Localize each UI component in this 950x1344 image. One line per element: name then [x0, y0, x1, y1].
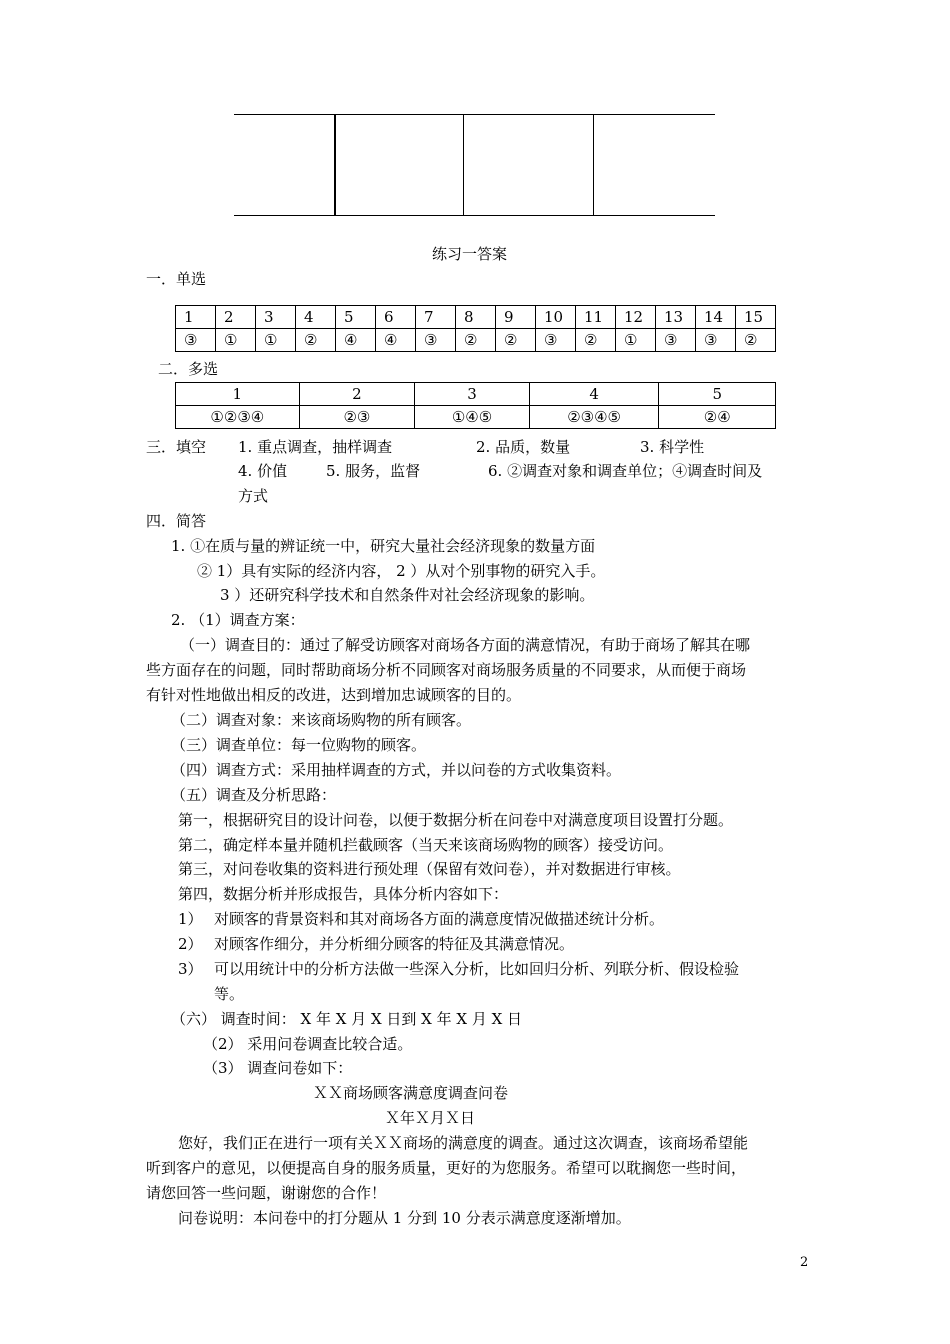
table-cell: ②: [456, 329, 496, 352]
survey-title: ＸＸ商场顾客满意度调查问卷: [313, 1084, 509, 1102]
table-cell: 9: [496, 306, 536, 329]
list-item: 等。: [214, 985, 245, 1003]
answer-line: 3 ）还研究科学技术和自然条件对社会经济现象的影响。: [220, 586, 595, 604]
paragraph-line: （二）调查对象：来该商场购物的所有顾客。: [171, 711, 472, 729]
answer-line: 2. （1）调查方案：: [171, 611, 305, 629]
fill-answer: 2. 品质，数量: [476, 438, 571, 456]
paragraph-line: 第二，确定样本量并随机拦截顾客（当天来该商场购物的顾客）接受访问。: [178, 836, 674, 854]
top-table-divider: [463, 114, 464, 216]
fill-answer: 方式: [238, 487, 269, 505]
paragraph-line: 有针对性地做出相反的改进，达到增加忠诚顾客的目的。: [146, 686, 522, 704]
fill-answer: 5. 服务，监督: [326, 462, 421, 480]
table-cell: ①: [616, 329, 656, 352]
multiple-choice-answer-row: [176, 406, 776, 429]
table-cell: ①: [256, 329, 296, 352]
list-item: 可以用统计中的分析方法做一些深入分析，比如回归分析、列联分析、假设检验: [214, 960, 740, 978]
table-cell: 13: [656, 306, 696, 329]
single-choice-answer-row: [176, 329, 776, 352]
table-cell: 6: [376, 306, 416, 329]
list-item: 对顾客作细分，并分析细分顾客的特征及其满意情况。: [214, 935, 575, 953]
table-cell: 15: [736, 306, 776, 329]
table-cell: 3: [256, 306, 296, 329]
table-cell: ①④⑤: [415, 406, 530, 429]
table-cell: 12: [616, 306, 656, 329]
table-cell: ③: [696, 329, 736, 352]
fill-answer: 1. 重点调查，抽样调查: [238, 438, 393, 456]
multiple-choice-number-row: [176, 383, 776, 406]
paragraph-line: 些方面存在的问题，同时帮助商场分析不同顾客对商场服务质量的不同要求，从而便于商场: [146, 661, 747, 679]
top-table-top-border: [234, 114, 715, 115]
table-cell: 4: [296, 306, 336, 329]
answer-line: ② 1）具有实际的经济内容， 2 ）从对个别事物的研究入手。: [197, 562, 606, 580]
paragraph-line: （三）调查单位：每一位购物的顾客。: [171, 736, 427, 754]
paragraph-line: （2） 采用问卷调查比较合适。: [203, 1035, 413, 1053]
section1-heading: 一．单选: [146, 270, 207, 288]
table-cell: 8: [456, 306, 496, 329]
table-cell: 2: [299, 383, 415, 406]
fill-answer: 3. 科学性: [640, 438, 705, 456]
top-table-divider: [334, 114, 336, 216]
table-cell: ③: [536, 329, 576, 352]
table-cell: ②: [296, 329, 336, 352]
paragraph-line: （3） 调查问卷如下：: [203, 1059, 353, 1077]
table-cell: ②④: [659, 406, 776, 429]
table-cell: 10: [536, 306, 576, 329]
table-cell: ②: [496, 329, 536, 352]
table-cell: ②③: [299, 406, 415, 429]
paragraph-line: 第四，数据分析并形成报告，具体分析内容如下：: [178, 885, 509, 903]
table-cell: ②③④⑤: [529, 406, 659, 429]
paragraph-line: （六） 调查时间： X 年 X 月 X 日到 X 年 X 月 X 日: [171, 1010, 523, 1028]
table-cell: ②: [736, 329, 776, 352]
list-item: 对顾客的背景资料和其对商场各方面的满意度情况做描述统计分析。: [214, 910, 665, 928]
top-table-bottom-border: [234, 215, 715, 216]
table-cell: 11: [576, 306, 616, 329]
paragraph-line: 听到客户的意见，以便提高自身的服务质量，更好的为您服务。希望可以耽搁您一些时间，: [146, 1159, 747, 1177]
answer-line: 1. ①在质与量的辨证统一中，研究大量社会经济现象的数量方面: [171, 537, 596, 555]
list-number: 2）: [178, 935, 203, 953]
survey-date: Ｘ年Ｘ月Ｘ日: [385, 1109, 476, 1127]
section3-heading: 三．填空: [146, 438, 207, 456]
table-cell: ③: [656, 329, 696, 352]
paragraph-line: 第三，对问卷收集的资料进行预处理（保留有效问卷），并对数据进行审核。: [178, 860, 681, 878]
table-cell: 14: [696, 306, 736, 329]
table-cell: 3: [415, 383, 530, 406]
single-choice-number-row: [176, 306, 776, 329]
table-cell: 1: [176, 383, 300, 406]
table-cell: 5: [336, 306, 376, 329]
page-number: 2: [800, 1255, 809, 1270]
fill-answer: 4. 价值: [238, 462, 288, 480]
fill-answer: 6. ②调查对象和调查单位；④调查时间及: [488, 462, 763, 480]
exercise-title: 练习一答案: [432, 245, 508, 263]
table-cell: 7: [416, 306, 456, 329]
table-cell: 4: [529, 383, 659, 406]
table-cell: ③: [416, 329, 456, 352]
paragraph-line: （四）调查方式：采用抽样调查的方式，并以问卷的方式收集资料。: [171, 761, 622, 779]
table-cell: 5: [659, 383, 776, 406]
paragraph-line: 第一，根据研究目的设计问卷，以便于数据分析在问卷中对满意度项目设置打分题。: [178, 811, 734, 829]
table-cell: ④: [376, 329, 416, 352]
single-choice-table: [175, 305, 776, 352]
paragraph-line: （一）调查目的：通过了解受访顾客对商场各方面的满意情况，有助于商场了解其在哪: [180, 636, 751, 654]
paragraph-line: 您好，我们正在进行一项有关ＸＸ商场的满意度的调查。通过这次调查，该商场希望能: [178, 1134, 749, 1152]
table-cell: 1: [176, 306, 216, 329]
multiple-choice-table: [175, 382, 776, 429]
top-table-divider: [593, 114, 594, 216]
table-cell: ①②③④: [176, 406, 300, 429]
paragraph-line: 请您回答一些问题，谢谢您的合作！: [146, 1184, 387, 1202]
table-cell: ④: [336, 329, 376, 352]
section2-heading: 二．多选: [158, 360, 219, 378]
table-cell: ③: [176, 329, 216, 352]
section4-heading: 四．简答: [146, 512, 207, 530]
list-number: 1）: [178, 910, 203, 928]
table-cell: ②: [576, 329, 616, 352]
table-cell: ①: [216, 329, 256, 352]
table-cell: 2: [216, 306, 256, 329]
paragraph-line: （五）调查及分析思路：: [171, 786, 337, 804]
paragraph-line: 问卷说明：本问卷中的打分题从 1 分到 10 分表示满意度逐渐增加。: [178, 1209, 631, 1227]
list-number: 3）: [178, 960, 203, 978]
